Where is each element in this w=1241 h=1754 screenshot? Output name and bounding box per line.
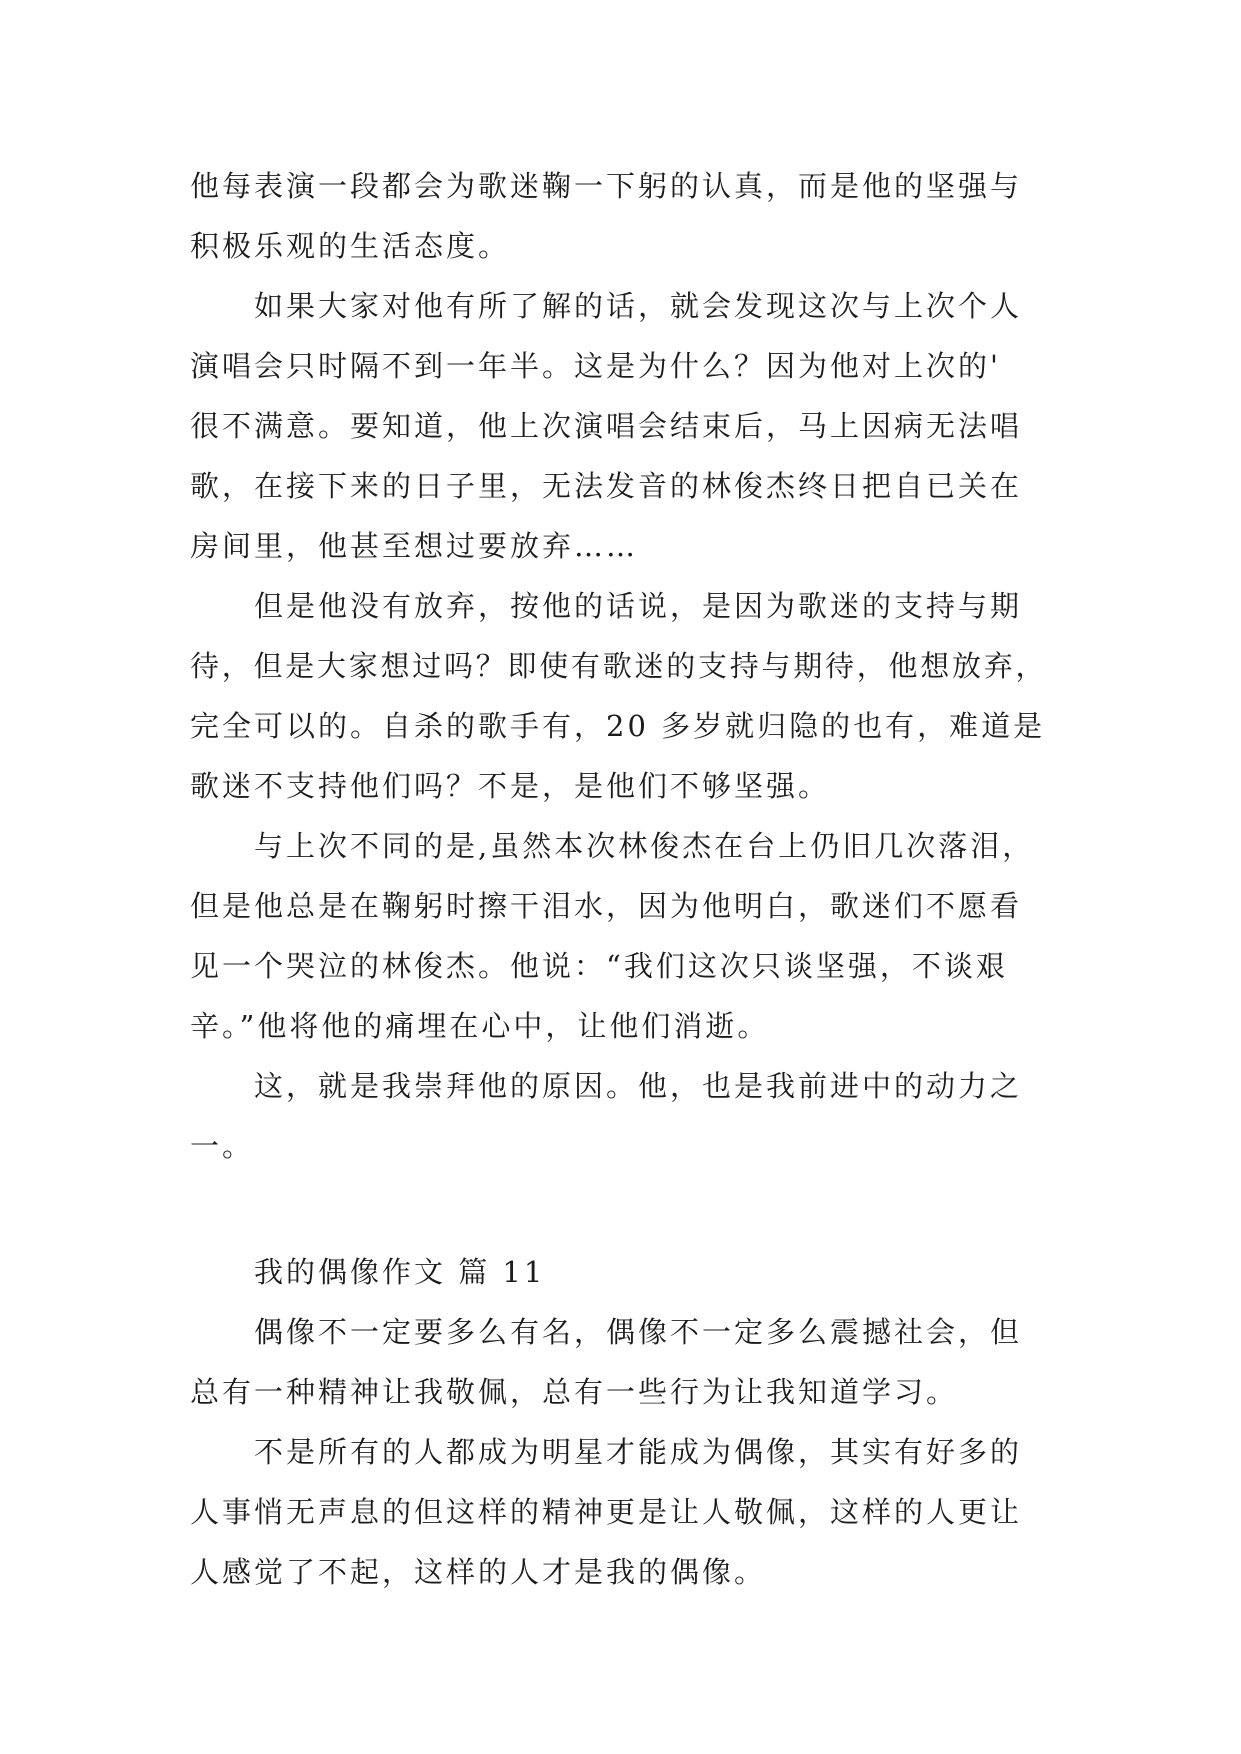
text-line: 演唱会只时隔不到一年半。这是为什么？因为他对上次的' — [190, 349, 1001, 383]
paragraph-2 — [190, 276, 1052, 576]
text-line: 人感觉了不起，这样的人才是我的偶像。 — [190, 1555, 767, 1589]
text-line: 辛。”他将他的痛埋在心中，让他们消逝。 — [190, 1009, 770, 1043]
text-line: 他每表演一段都会为歌迷鞠一下躬的认真，而是他的坚强与 — [190, 169, 1023, 203]
text-line: 如果大家对他有所了解的话，就会发现这次与上次个人 — [254, 289, 1023, 323]
paragraph-6 — [190, 1302, 1052, 1422]
paragraph-3 — [190, 576, 1052, 816]
paragraph-4 — [190, 816, 1052, 1056]
paragraph-1 — [190, 156, 1052, 276]
document-body — [190, 156, 1052, 1602]
text-line: 歌，在接下来的日子里，无法发音的林俊杰终日把自已关在 — [190, 469, 1023, 503]
section-heading: 我的偶像作文 篇 11 — [254, 1255, 546, 1289]
text-line: 房间里，他甚至想过要放弃…… — [190, 529, 639, 563]
text-line: 偶像不一定要多么有名，偶像不一定多么震撼社会，但 — [254, 1315, 1023, 1349]
text-line: 待，但是大家想过吗？即使有歌迷的支持与期待，他想放弃， — [190, 649, 1048, 683]
text-line: 积极乐观的生活态度。 — [190, 229, 511, 263]
paragraph-7 — [190, 1422, 1052, 1602]
text-line: 人事悄无声息的但这样的精神更是让人敬佩，这样的人更让 — [190, 1495, 1023, 1529]
text-line: 歌迷不支持他们吗？不是，是他们不够坚强。 — [190, 769, 831, 803]
text-line: 完全可以的。自杀的歌手有，20 多岁就归隐的也有，难道是 — [190, 709, 1046, 743]
text-line: 一。 — [190, 1129, 255, 1163]
section-spacer — [190, 1176, 1052, 1242]
text-line: 与上次不同的是,虽然本次林俊杰在台上仍旧几次落泪， — [254, 829, 1035, 863]
text-line: 但是他没有放弃，按他的话说，是因为歌迷的支持与期 — [254, 589, 1023, 623]
paragraph-5 — [190, 1056, 1052, 1176]
text-line: 这，就是我崇拜他的原因。他，也是我前进中的动力之 — [254, 1069, 1023, 1103]
text-line: 很不满意。要知道，他上次演唱会结束后，马上因病无法唱 — [190, 409, 1023, 443]
text-line: 但是他总是在鞠躬时擦干泪水，因为他明白，歌迷们不愿看 — [190, 889, 1023, 923]
text-line: 总有一种精神让我敬佩，总有一些行为让我知道学习。 — [190, 1375, 959, 1409]
text-line: 见一个哭泣的林俊杰。他说：“我们这次只谈坚强，不谈艰 — [190, 949, 1008, 983]
text-line: 不是所有的人都成为明星才能成为偶像，其实有好多的 — [254, 1435, 1023, 1469]
